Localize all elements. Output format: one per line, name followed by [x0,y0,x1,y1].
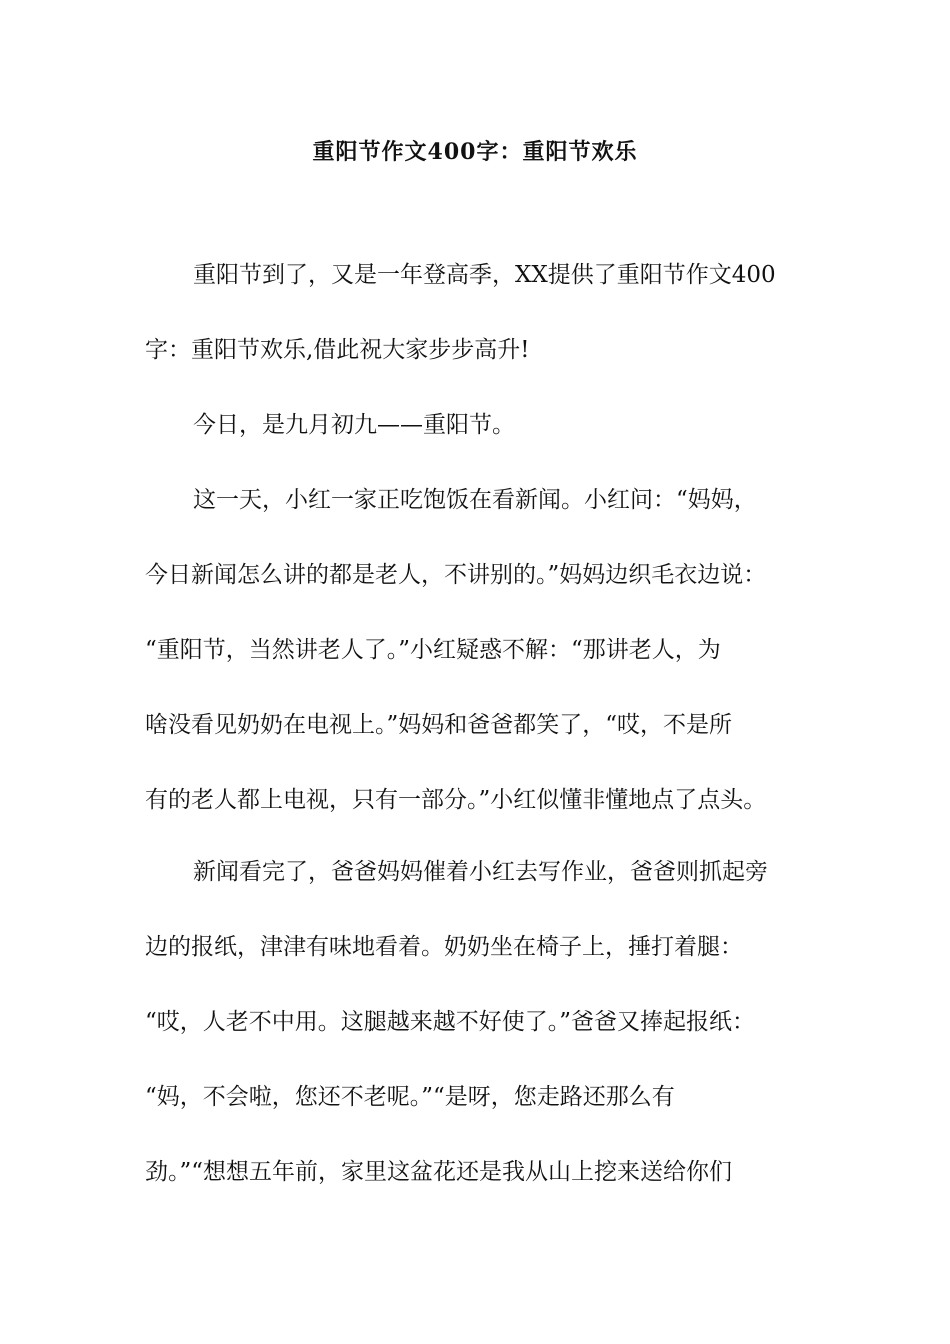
paragraph-line: 今日，是九月初九——重阳节。 [193,412,515,438]
paragraph-line: 今日新闻怎么讲的都是老人，不讲别的。”妈妈边织毛衣边说： [145,562,767,588]
paragraph-line: 劲。”“想想五年前，家里这盆花还是我从山上挖来送给你们 [145,1159,733,1185]
paragraph-line: 新闻看完了，爸爸妈妈催着小红去写作业，爸爸则抓起旁 [193,859,768,885]
paragraph-line: 这一天，小红一家正吃饱饭在看新闻。小红问：“妈妈， [193,487,757,513]
paragraph-line: “哎，人老不中用。这腿越来越不好使了。”爸爸又捧起报纸： [145,1009,756,1035]
paragraph-line: “妈，不会啦，您还不老呢。”“是呀，您走路还那么有 [145,1084,675,1110]
paragraph-line: 重阳节到了，又是一年登高季，XX提供了重阳节作文400 [193,262,776,288]
paragraph-line: 边的报纸，津津有味地看着。奶奶坐在椅子上，捶打着腿： [145,934,743,960]
document-title: 重阳节作文400字：重阳节欢乐 [312,139,638,165]
paragraph-line: 有的老人都上电视，只有一部分。”小红似懂非懂地点了点头。 [145,787,767,813]
paragraph-line: 字：重阳节欢乐,借此祝大家步步高升! [145,337,530,363]
paragraph-line: 啥没看见奶奶在电视上。”妈妈和爸爸都笑了，“哎，不是所 [145,712,733,738]
paragraph-line: “重阳节，当然讲老人了。”小红疑惑不解：“那讲老人，为 [145,637,721,663]
